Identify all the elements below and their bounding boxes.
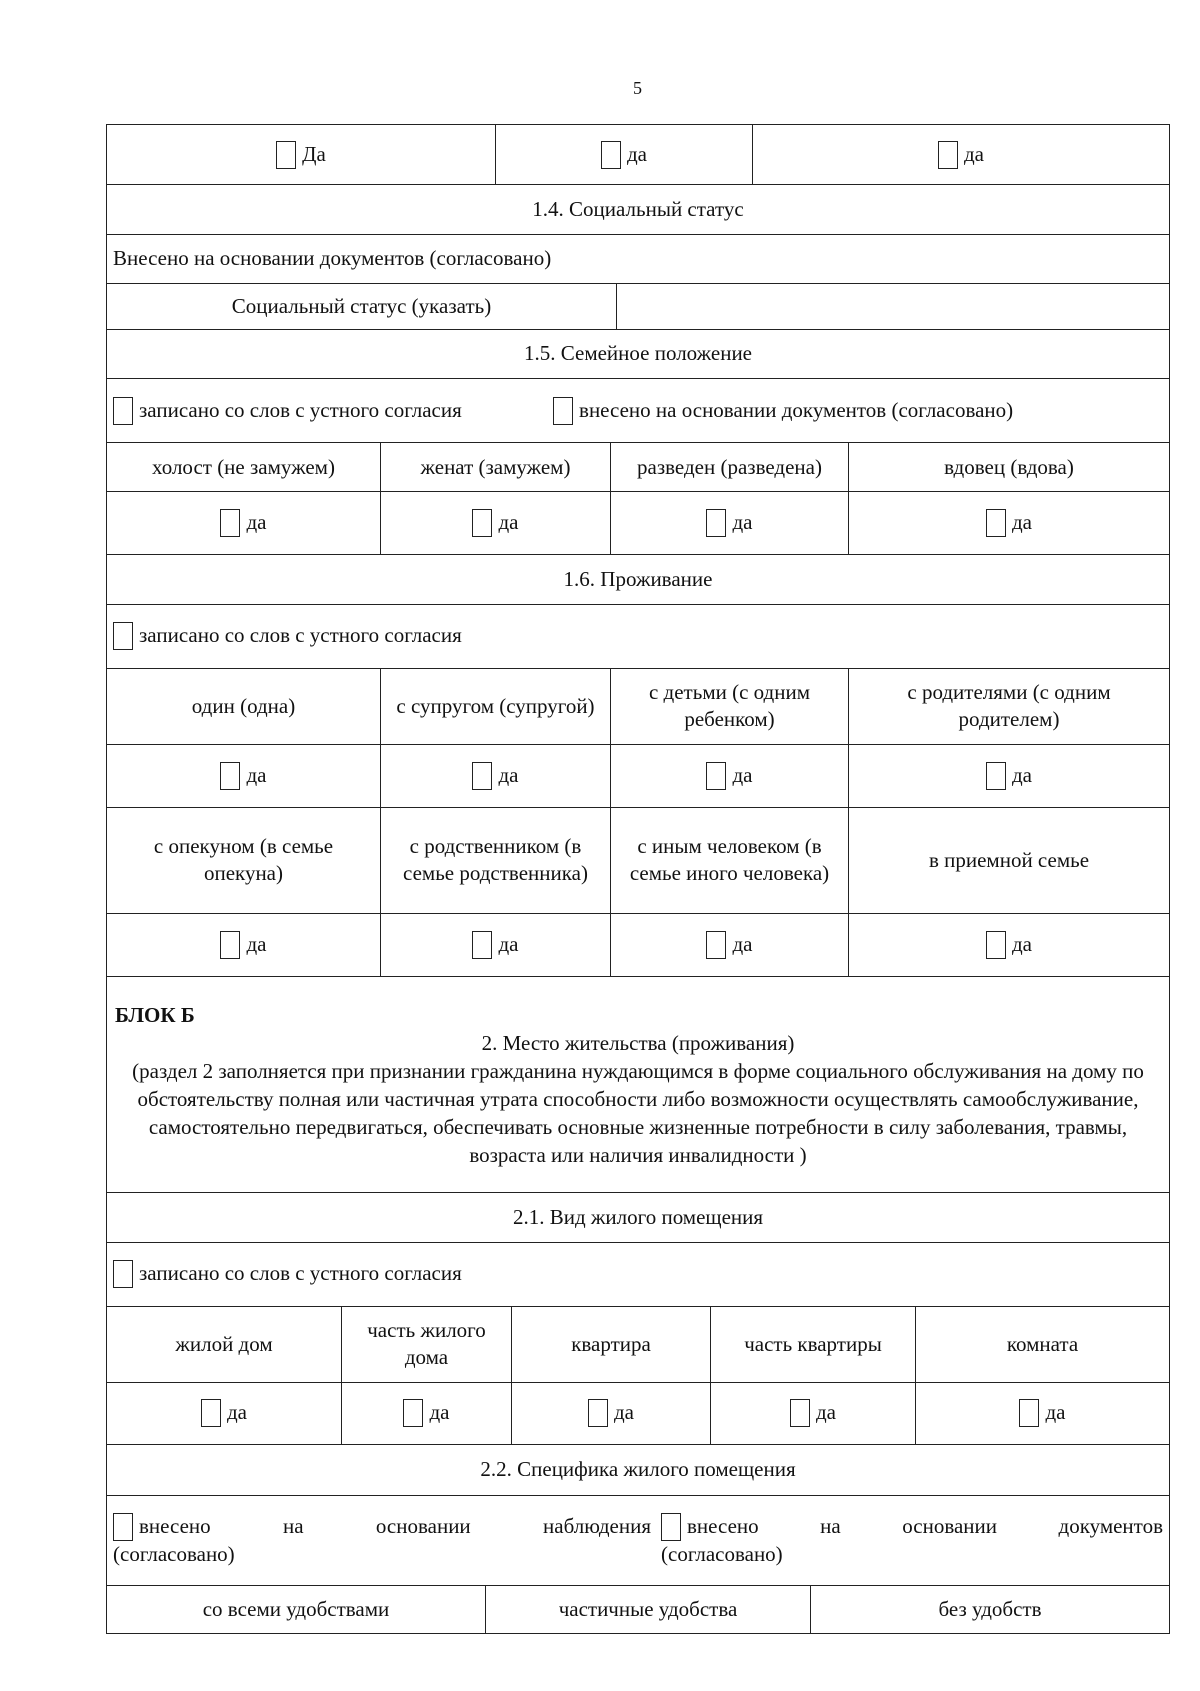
top-answer-cell: да: [753, 125, 1170, 185]
answer-cell: да: [107, 744, 381, 807]
block-b: [106, 977, 1170, 1194]
checkbox[interactable]: [790, 1399, 810, 1427]
section-1-5-marital-status: [106, 330, 1170, 556]
checkbox[interactable]: [938, 141, 958, 169]
block-note: (раздел 2 заполняется при признании гражданина нуждающимся в форме социального обслуживания на дому по обстоятельству полная или частичная утрата способности либо возможности осуществлять самообслуживание, самостоятельно передвигаться, обеспечивать основные жизненные потребности в силу заболевания, травмы, возраста или наличия инвалидности ): [132, 1059, 1144, 1168]
option-verbal: записано со слов с устного согласия: [139, 397, 462, 422]
answer-cell: да: [381, 744, 611, 807]
column-header: квартира: [512, 1306, 711, 1382]
checkbox[interactable]: [113, 1260, 133, 1288]
column-header: без удобств: [811, 1586, 1170, 1634]
checkbox[interactable]: [706, 931, 726, 959]
answer-cell: да: [611, 913, 849, 976]
checkbox[interactable]: [986, 509, 1006, 537]
answer-cell: да: [381, 913, 611, 976]
column-header: с детьми (с одним ребенком): [611, 668, 849, 744]
section-title: 2.2. Специфика жилого помещения: [107, 1445, 1170, 1496]
checkbox[interactable]: [113, 622, 133, 650]
basis-text: Внесено на основании документов (согласовано): [107, 234, 1170, 283]
option-observation: внесено на основании наблюдения (согласовано): [113, 1514, 651, 1566]
answer-cell: да: [107, 913, 381, 976]
source-options: [107, 1242, 1170, 1306]
section-title: 2.1. Вид жилого помещения: [107, 1193, 1170, 1242]
column-header: комната: [916, 1306, 1170, 1382]
column-header: холост (не замужем): [107, 443, 381, 492]
checkbox[interactable]: [220, 762, 240, 790]
answer-cell: да: [711, 1382, 916, 1444]
answer-cell: да: [342, 1382, 512, 1444]
checkbox[interactable]: [601, 141, 621, 169]
column-header: женат (замужем): [381, 443, 611, 492]
source-options: [107, 379, 1170, 443]
answer-cell: да: [849, 744, 1170, 807]
column-header: в приемной семье: [849, 807, 1170, 913]
source-options: [107, 1496, 1170, 1586]
checkbox[interactable]: [553, 397, 573, 425]
column-header: жилой дом: [107, 1306, 342, 1382]
checkbox[interactable]: [201, 1399, 221, 1427]
column-header: разведен (разведена): [611, 443, 849, 492]
checkbox[interactable]: [986, 931, 1006, 959]
checkbox[interactable]: [706, 762, 726, 790]
section-title: 1.4. Социальный статус: [107, 185, 1170, 234]
checkbox[interactable]: [472, 762, 492, 790]
column-header: с супругом (супругой): [381, 668, 611, 744]
column-header: с опекуном (в семье опекуна): [107, 807, 381, 913]
top-answer-cell: Да: [107, 125, 496, 185]
section-title: 1.6. Проживание: [107, 555, 1170, 604]
answer-cell: да: [512, 1382, 711, 1444]
answer-cell: да: [381, 492, 611, 555]
checkbox[interactable]: [661, 1513, 681, 1541]
answer-cell: да: [916, 1382, 1170, 1444]
answer-cell: да: [611, 744, 849, 807]
section-2-1-housing-type: [106, 1193, 1170, 1445]
option-documents: внесено на основании документов (согласовано): [661, 1514, 1163, 1566]
block-label: БЛОК Б: [115, 1003, 195, 1028]
checkbox[interactable]: [113, 1513, 133, 1541]
questionnaire-form: [106, 124, 1170, 1634]
checkbox[interactable]: [220, 931, 240, 959]
column-header: вдовец (вдова): [849, 443, 1170, 492]
social-status-input[interactable]: [617, 283, 1170, 329]
checkbox[interactable]: [1019, 1399, 1039, 1427]
checkbox[interactable]: [706, 509, 726, 537]
column-header: с родственником (в семье родственника): [381, 807, 611, 913]
page-number: 5: [633, 78, 642, 98]
option-verbal: записано со слов с устного согласия: [139, 1261, 462, 1285]
option-documents: внесено на основании документов (согласовано): [579, 397, 1014, 422]
column-header: частичные удобства: [486, 1586, 811, 1634]
checkbox[interactable]: [113, 397, 133, 425]
answer-cell: да: [107, 1382, 342, 1444]
checkbox[interactable]: [220, 509, 240, 537]
answer-cell: да: [849, 492, 1170, 555]
column-header: с родителями (с одним родителем): [849, 668, 1170, 744]
checkbox[interactable]: [588, 1399, 608, 1427]
top-answers-row: [106, 124, 1170, 185]
section-2-2-housing-specifics: [106, 1445, 1170, 1635]
answer-cell: да: [107, 492, 381, 555]
section-1-4-social-status: [106, 185, 1170, 330]
column-header: со всеми удобствами: [107, 1586, 486, 1634]
answer-cell: да: [611, 492, 849, 555]
section-title: 1.5. Семейное положение: [107, 330, 1170, 379]
answer-cell: да: [849, 913, 1170, 976]
checkbox[interactable]: [276, 141, 296, 169]
column-header: один (одна): [107, 668, 381, 744]
social-status-label: Социальный статус (указать): [107, 283, 617, 329]
block-title: 2. Место жительства (проживания): [481, 1031, 795, 1056]
column-header: с иным человеком (в семье иного человека): [611, 807, 849, 913]
top-answer-cell: да: [496, 125, 753, 185]
checkbox[interactable]: [403, 1399, 423, 1427]
source-options: [107, 604, 1170, 668]
section-1-6-residence: [106, 555, 1170, 977]
column-header: часть квартиры: [711, 1306, 916, 1382]
checkbox[interactable]: [472, 509, 492, 537]
option-verbal: записано со слов с устного согласия: [139, 623, 462, 647]
checkbox[interactable]: [986, 762, 1006, 790]
checkbox[interactable]: [472, 931, 492, 959]
column-header: часть жилого дома: [342, 1306, 512, 1382]
block-b-header: [107, 977, 1170, 1193]
